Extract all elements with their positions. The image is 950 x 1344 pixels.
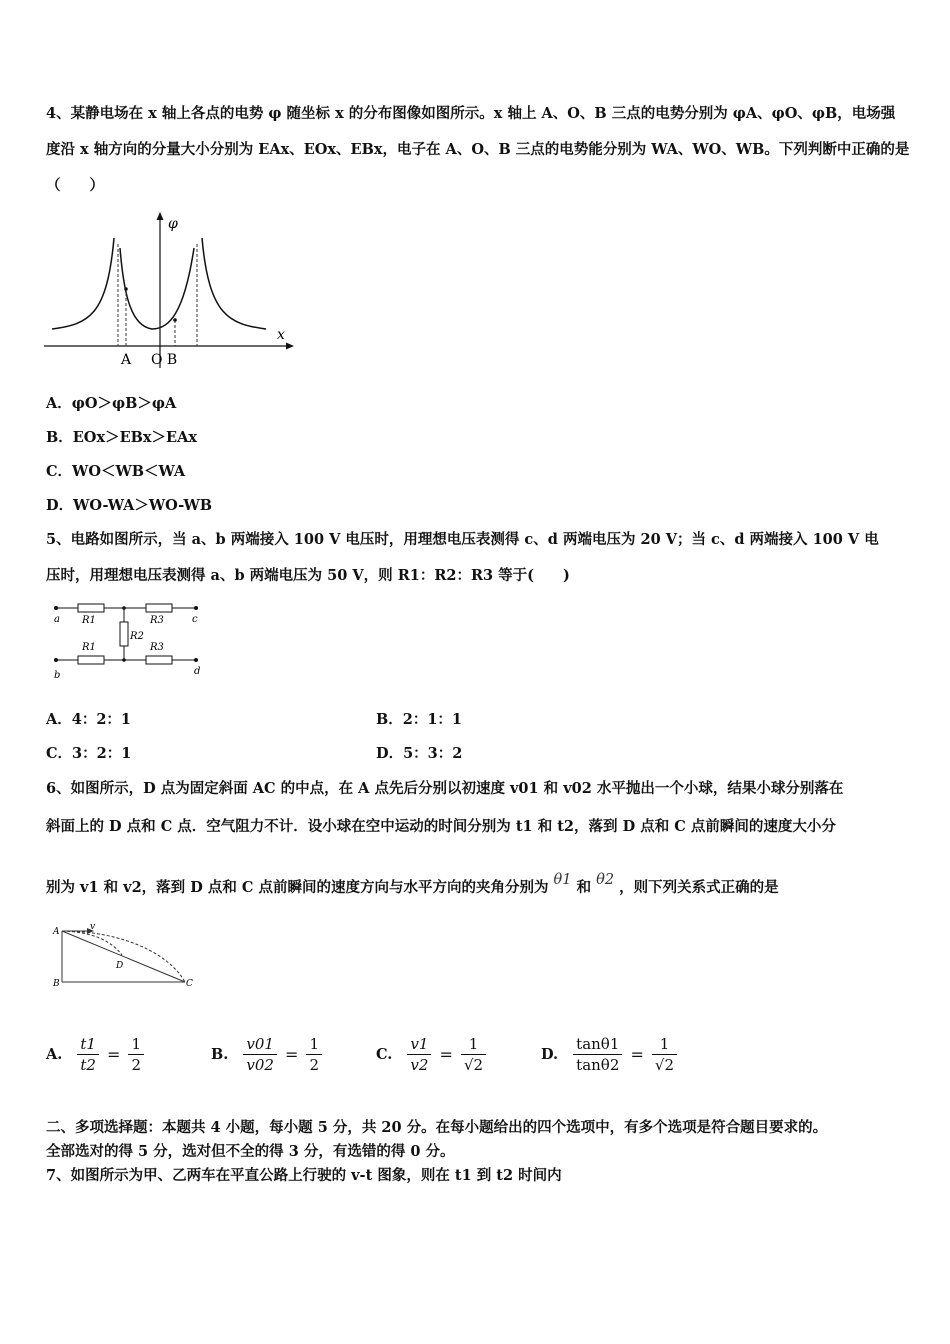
q6-option-c-lhs: $\frac{v1}{v2}$ (407, 1034, 431, 1075)
q4-x-axis-label: x (277, 327, 285, 343)
q5-stem-line1: 5、电路如图所示，当 a、b 两端接入 100 V 电压时，用理想电压表测得 c、d 两端电压为 20 V；当 c、d 两端接入 100 V 电 (46, 531, 879, 548)
q4-potential-graph (44, 208, 300, 370)
q4-point-ob-label: O B (151, 352, 178, 368)
q6-option-d-label: D. (541, 1045, 559, 1063)
q6-option-d-lhs: $\frac{\tan\theta 1}{\tan\theta 2}$ (573, 1034, 622, 1075)
q6-option-b: B. $\frac{v01}{v02}$ = $\frac{1}{2}$ (211, 1034, 322, 1075)
q6-stem-line2: 斜面上的 D 点和 C 点．空气阻力不计．设小球在空中运动的时间分别为 t1 和 t2，落到 D 点和 C 点前瞬间的速度大小分 (46, 818, 836, 835)
q6-option-d-rhs: $\frac{1}{√2}$ (652, 1034, 677, 1075)
q6-point-c-label: C (186, 979, 193, 989)
q4-stem-line2: 度沿 x 轴方向的分量大小分别为 EAx、EOx、EBx，电子在 A、O、B 三点的电势能分别为 WA、WO、WB。下列判断中正确的是 (46, 141, 910, 158)
q6-option-b-rhs: $\frac{1}{2}$ (306, 1034, 322, 1075)
q6-point-b-label: B (53, 979, 60, 989)
q4-option-c: C．WO＜WB＜WA (46, 463, 186, 480)
q6-option-a-lhs: $\frac{t1}{t2}$ (77, 1034, 99, 1075)
section2-intro-line1: 二、多项选择题：本题共 4 小题，每小题 5 分，共 20 分。在每小题给出的四个选项中，有多个选项是符合题目要求的。 (46, 1119, 828, 1136)
q6-option-b-label: B. (211, 1045, 229, 1063)
q6-stem-line1: 6、如图所示，D 点为固定斜面 AC 的中点，在 A 点先后分别以初速度 v01 和 v02 水平抛出一个小球，结果小球分别落在 (46, 780, 844, 797)
q6-option-b-lhs: $\frac{v01}{v02}$ (243, 1034, 277, 1075)
q6-option-a-rhs: $\frac{1}{2}$ (128, 1034, 144, 1075)
q5-terminal-a: a (54, 614, 60, 625)
section2-intro-line2: 全部选对的得 5 分，选对但不全的得 3 分，有选错的得 0 分。 (46, 1143, 455, 1160)
q5-option-d: D．5：3：2 (376, 745, 463, 762)
q5-r1-top-label: R1 (82, 615, 96, 626)
q5-stem-line2: 压时，用理想电压表测得 a、b 两端电压为 50 V，则 R1：R2：R3 等于( ) (46, 567, 570, 584)
q6-option-c-label: C. (376, 1045, 393, 1063)
q6-stem-line3-and: 和 (576, 879, 592, 896)
q6-theta1: θ1 (553, 872, 572, 888)
q4-option-b: B．EOx＞EBx＞EAx (46, 429, 197, 446)
q6-option-c-rhs: $\frac{1}{√2}$ (461, 1034, 486, 1075)
q5-terminal-c: c (192, 614, 198, 625)
q6-point-d-label: D (116, 961, 124, 971)
q5-r2-label: R2 (130, 631, 144, 642)
q4-stem-line3: （ ） (46, 177, 104, 194)
q6-theta2: θ2 (596, 872, 615, 888)
q6-option-a: A. $\frac{t1}{t2}$ = $\frac{1}{2}$ (46, 1034, 144, 1075)
q4-point-a-label: A (121, 352, 132, 368)
q6-stem-line3-end: ，则下列关系式正确的是 (619, 879, 779, 896)
q5-option-b: B．2：1：1 (376, 711, 463, 728)
q5-r3-top-label: R3 (150, 615, 164, 626)
q5-option-c: C．3：2：1 (46, 745, 132, 762)
q6-velocity-label: v (90, 922, 96, 932)
q6-projectile-diagram (50, 922, 200, 992)
q5-r1-bottom-label: R1 (82, 642, 96, 653)
q5-r3-bottom-label: R3 (150, 642, 164, 653)
q5-circuit-diagram (46, 598, 216, 684)
q6-option-a-label: A. (46, 1045, 63, 1063)
q4-option-d: D．WO-WA＞WO-WB (46, 497, 213, 514)
q5-terminal-b: b (54, 670, 61, 681)
q6-point-a-label: A (53, 927, 60, 937)
q4-y-axis-label: φ (168, 216, 178, 232)
q6-option-d: D. $\frac{\tan\theta 1}{\tan\theta 2}$ = $\frac{1}{√2}$ (541, 1034, 677, 1075)
q6-stem-line3-start: 别为 v1 和 v2，落到 D 点和 C 点前瞬间的速度方向与水平方向的夹角分别为 (46, 879, 549, 896)
q6-option-c: C. $\frac{v1}{v2}$ = $\frac{1}{√2}$ (376, 1034, 486, 1075)
q7-stem-line1: 7、如图所示为甲、乙两车在平直公路上行驶的 v-t 图象，则在 t1 到 t2 时间内 (46, 1167, 562, 1184)
q6-stem-line3 (46, 872, 916, 898)
q4-option-a: A．φO＞φB＞φA (46, 395, 177, 412)
q5-option-a: A．4：2：1 (46, 711, 132, 728)
q5-terminal-d: d (194, 666, 201, 677)
q4-stem-line1: 4、某静电场在 x 轴上各点的电势 φ 随坐标 x 的分布图像如图所示。x 轴上 A、O、B 三点的电势分别为 φA、φO、φB，电场强 (46, 105, 896, 122)
